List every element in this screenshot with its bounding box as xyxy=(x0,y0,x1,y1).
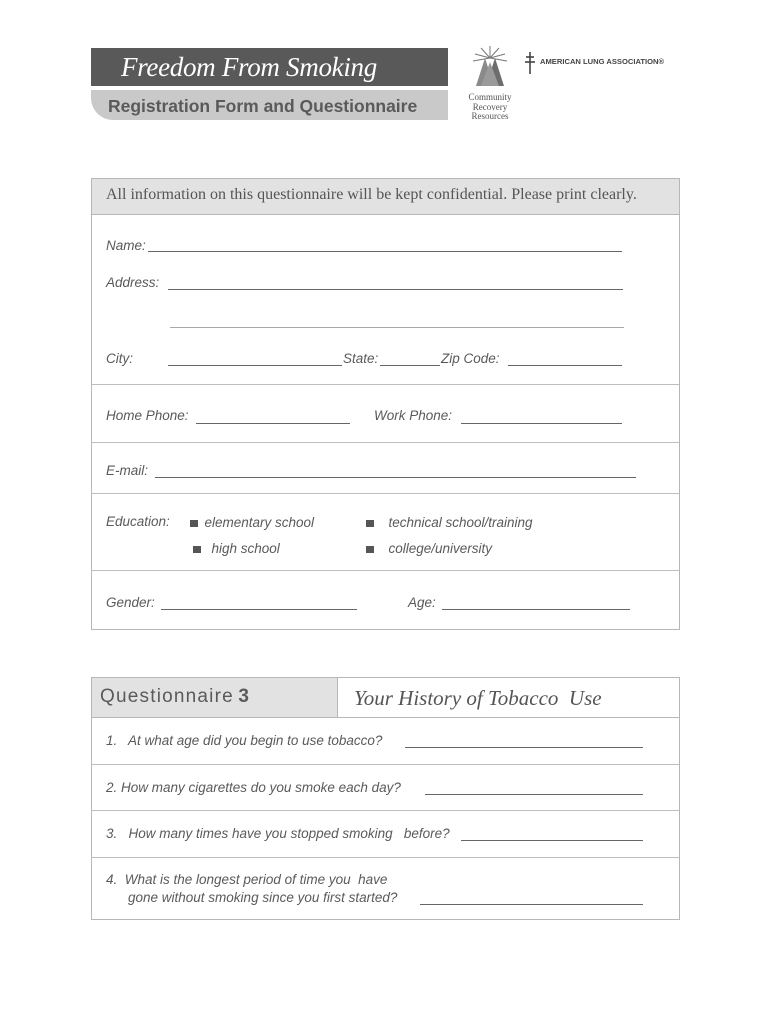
education-option-label: high school xyxy=(211,541,280,556)
address-label: Address: xyxy=(106,275,160,290)
work-phone-label: Work Phone: xyxy=(374,408,453,423)
education-option-elementary[interactable] xyxy=(190,514,314,532)
name-field[interactable] xyxy=(148,251,622,252)
checkbox-square-icon[interactable] xyxy=(193,546,201,553)
name-label: Name: xyxy=(106,238,146,253)
question-2: 2. How many cigarettes do you smoke each day? xyxy=(106,780,401,795)
sunburst-tree-icon xyxy=(467,44,513,88)
city-label: City: xyxy=(106,351,133,366)
checkbox-square-icon[interactable] xyxy=(190,520,198,527)
questionnaire-word: Questionnaire xyxy=(100,686,234,707)
divider xyxy=(91,810,679,811)
address-field-line-1[interactable] xyxy=(168,289,623,290)
education-option-college[interactable] xyxy=(366,540,492,558)
questionnaire-title: Your History of Tobacco Use xyxy=(354,686,602,710)
divider xyxy=(91,442,679,443)
education-label: Education: xyxy=(106,514,170,529)
community-recovery-resources-logo xyxy=(460,44,520,120)
gender-label: Gender: xyxy=(106,595,155,610)
zip-code-field[interactable] xyxy=(508,365,622,366)
work-phone-field[interactable] xyxy=(461,423,622,424)
question-3-answer-field[interactable] xyxy=(461,840,643,841)
education-option-label: technical school/training xyxy=(388,515,533,530)
divider xyxy=(91,857,679,858)
home-phone-label: Home Phone: xyxy=(106,408,189,423)
confidential-notice: All information on this questionnaire will be kept confidential. Please print clearly. xyxy=(106,186,637,203)
questionnaire-heading xyxy=(100,686,249,708)
ala-logo-text: AMERICAN LUNG ASSOCIATION® xyxy=(540,57,665,66)
education-option-technical[interactable] xyxy=(366,514,533,532)
checkbox-square-icon[interactable] xyxy=(366,546,374,553)
registration-form xyxy=(91,178,680,630)
education-option-label: college/university xyxy=(388,541,493,556)
question-2-answer-field[interactable] xyxy=(425,794,643,795)
divider xyxy=(91,764,679,765)
question-3: 3. How many times have you stopped smoking before? xyxy=(106,826,450,841)
email-label: E-mail: xyxy=(106,463,149,478)
double-cross-icon xyxy=(524,52,536,74)
zip-code-label: Zip Code: xyxy=(441,351,500,366)
question-1-answer-field[interactable] xyxy=(405,747,643,748)
logo-line-1: Community xyxy=(468,92,512,102)
age-field[interactable] xyxy=(442,609,630,610)
city-field[interactable] xyxy=(168,365,342,366)
form-title: Freedom From Smoking xyxy=(91,48,448,86)
age-label: Age: xyxy=(408,595,436,610)
question-4-answer-field[interactable] xyxy=(420,904,643,905)
american-lung-association-logo xyxy=(524,52,674,76)
state-field[interactable] xyxy=(380,365,440,366)
question-4-line-1: 4. What is the longest period of time you have xyxy=(106,872,388,887)
divider xyxy=(91,570,679,571)
home-phone-field[interactable] xyxy=(196,423,350,424)
gender-field[interactable] xyxy=(161,609,357,610)
form-subtitle: Registration Form and Questionnaire xyxy=(91,90,448,120)
state-label: State: xyxy=(343,351,379,366)
question-1: 1. At what age did you begin to use tobacco? xyxy=(106,733,383,748)
checkbox-square-icon[interactable] xyxy=(366,520,374,527)
divider xyxy=(91,384,679,385)
education-option-high-school[interactable] xyxy=(193,540,280,558)
education-option-label: elementary school xyxy=(204,515,315,530)
address-field-line-2[interactable] xyxy=(170,327,624,328)
questionnaire-number: 3 xyxy=(238,686,249,707)
divider xyxy=(91,717,679,718)
logo-line-3: Resources xyxy=(471,111,509,121)
divider xyxy=(91,493,679,494)
question-4-line-2: gone without smoking since you first started? xyxy=(128,890,398,905)
email-field[interactable] xyxy=(155,477,636,478)
logo-line-2: Recovery xyxy=(472,101,508,112)
